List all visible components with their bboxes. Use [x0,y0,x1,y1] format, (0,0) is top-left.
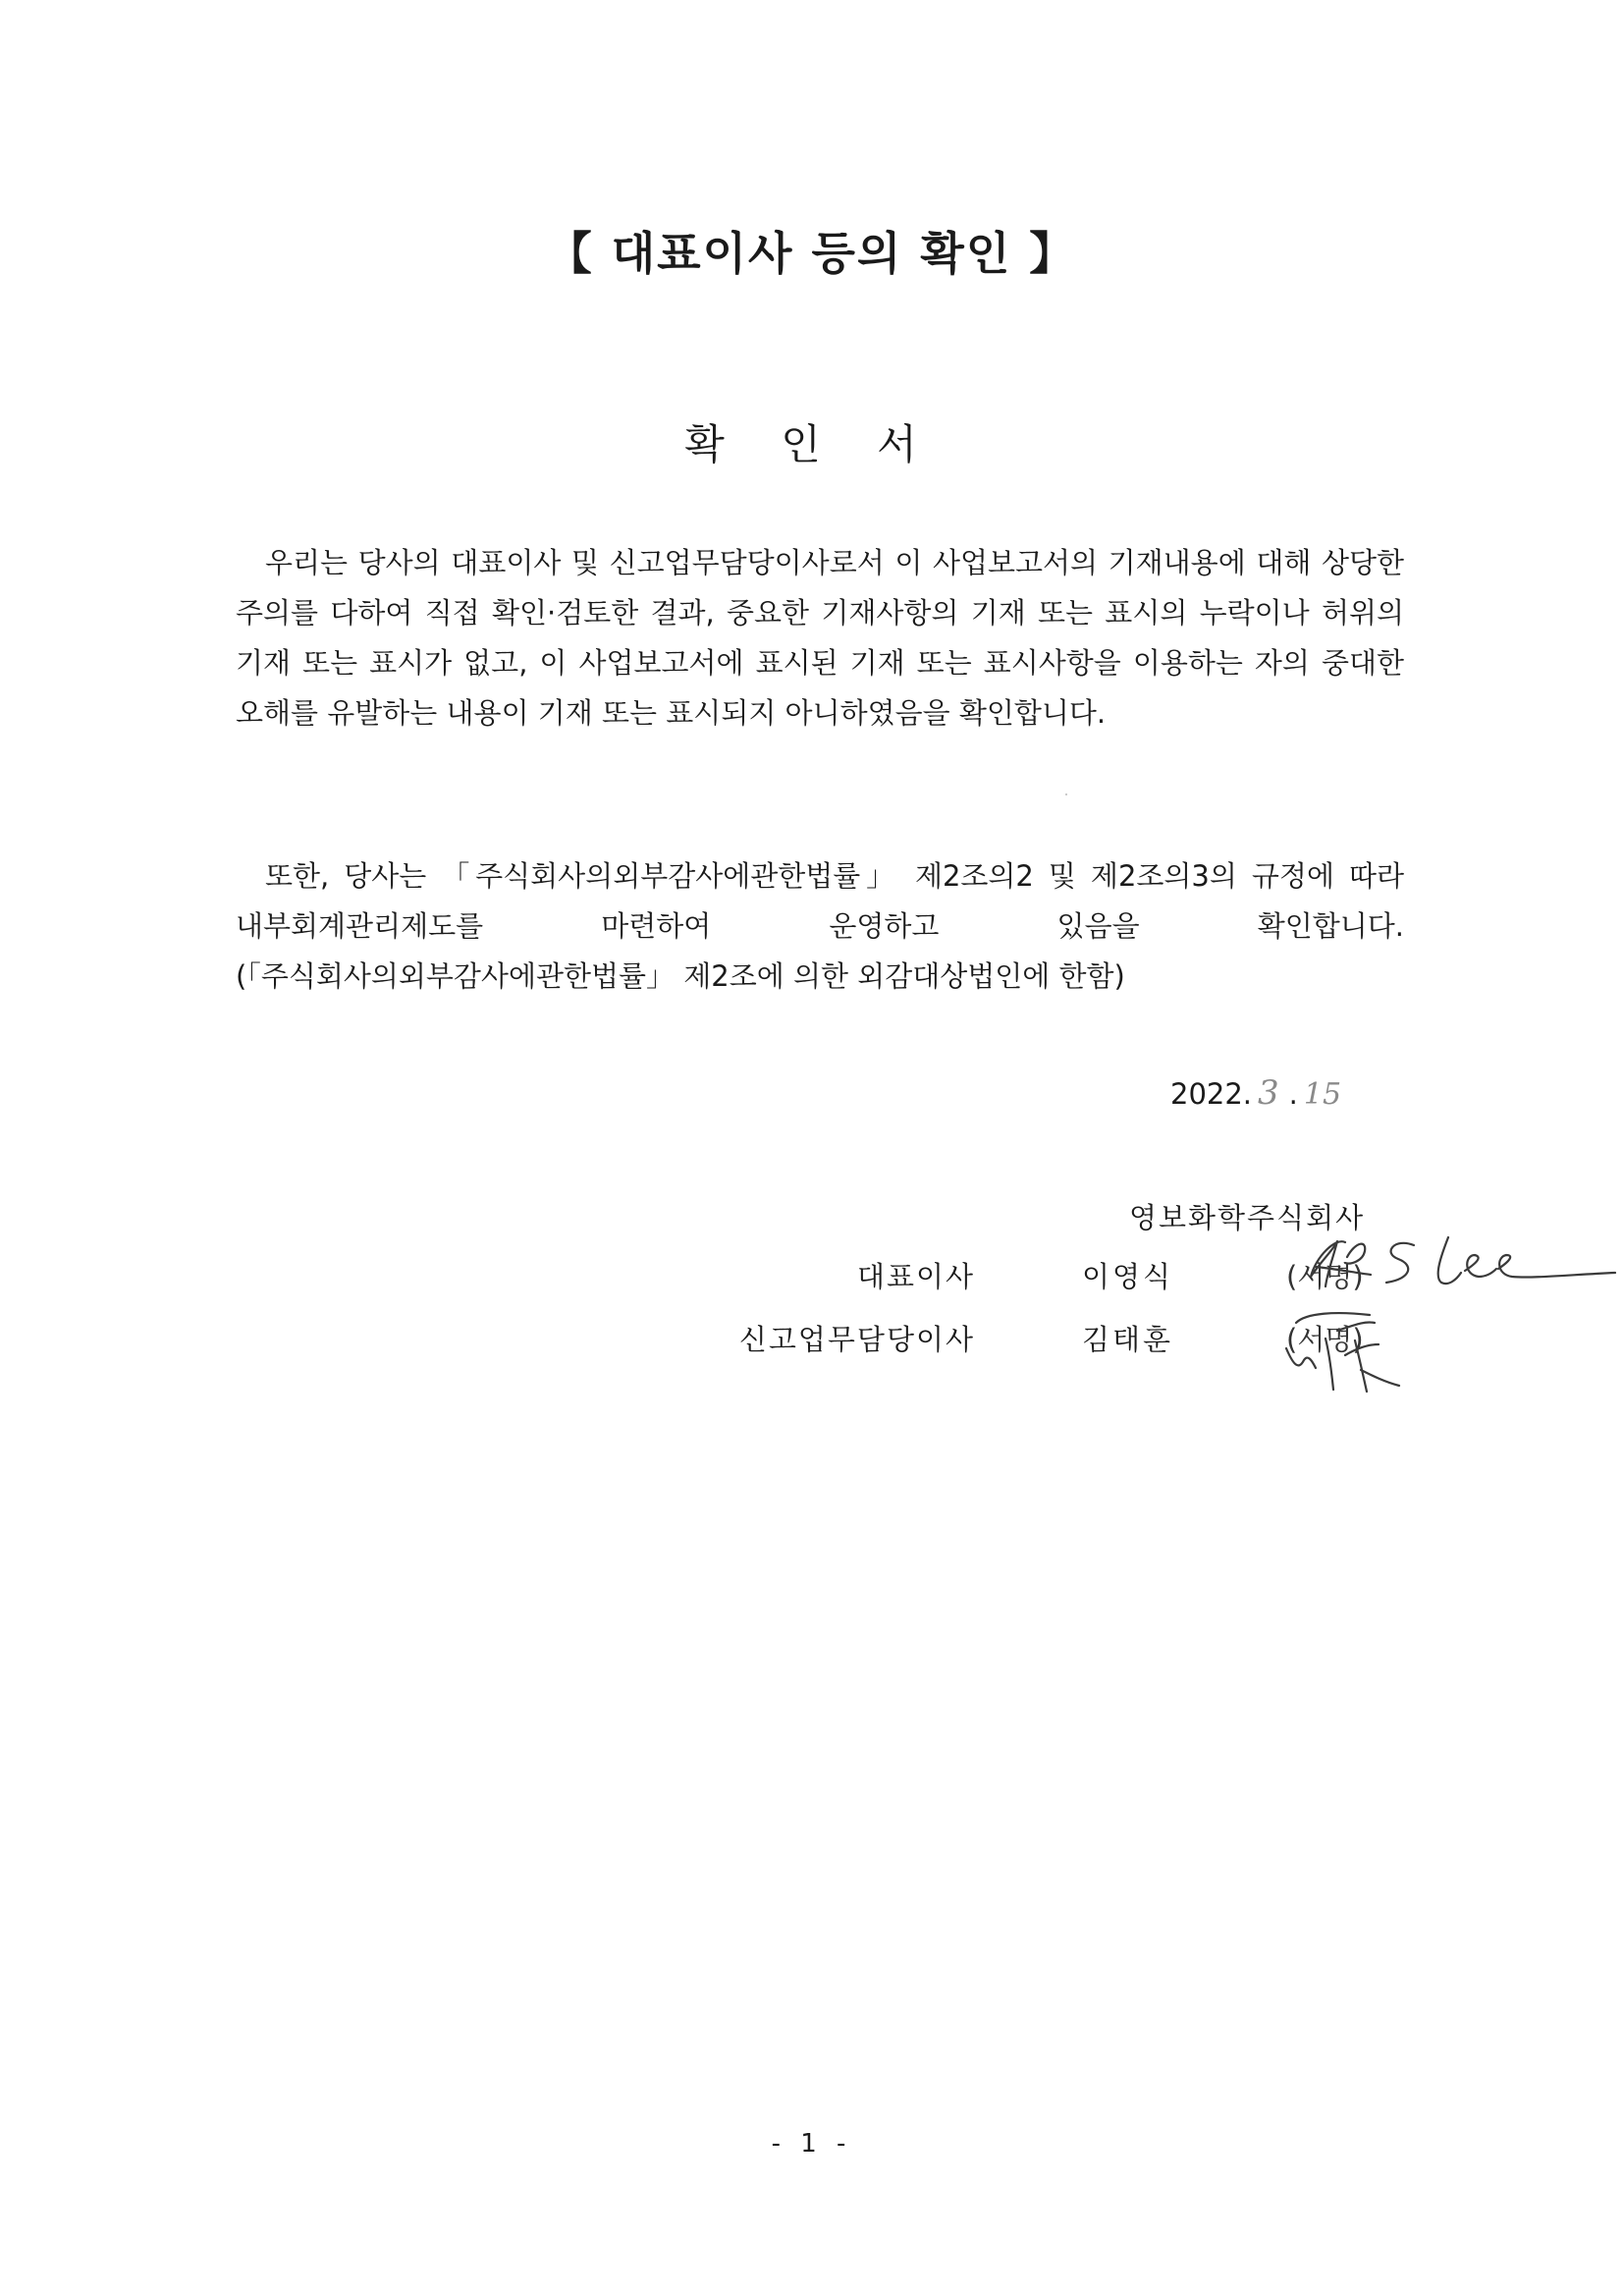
internal-control-paragraph [236,851,1404,1002]
date-line [1170,1073,1341,1113]
paragraph1-text: 우리는 당사의 대표이사 및 신고업무담당이사로서 이 사업보고서의 기재내용에 대해 상당한 주의를 다하여 직접 확인·검토한 결과, 중요한 기재사항의 기재 또는 표시의 누락이나 허위의 기재 또는 표시가 없고, 이 사업보고서에 표시된 기재 또는 표시사항을 이용하는 자의 중대한 오해를 유발하는 내용이 기재 또는 표시되지 아니하였음을 확인합니다. [236,546,1404,730]
signatory-role: 대표이사 [856,1260,975,1293]
date-separator: . [1288,1077,1298,1111]
signatory-name: 이영식 [1082,1260,1174,1293]
signatory-role: 신고업무담당이사 [738,1323,975,1356]
date-month-handwritten: 3 [1258,1073,1279,1113]
scan-speck [1065,793,1067,795]
document-title: 확 인 서 [684,420,939,468]
page-number: - 1 - [771,2129,852,2159]
signatory-row [0,1255,1623,1304]
signature-placeholder: (서명) [1286,1260,1364,1293]
date-day-handwritten: 15 [1303,1077,1342,1112]
signatory-name: 김태훈 [1082,1323,1174,1356]
signature-placeholder: (서명) [1286,1323,1364,1356]
company-name: 영보화학주식회사 [1129,1201,1366,1234]
signatory-row [0,1318,1623,1367]
confirmation-paragraph [236,538,1404,738]
paragraph2-text: 또한, 당사는 「주식회사의외부감사에관한법률」 제2조의2 및 제2조의3의 규정에 따라 내부회계관리제도를 마련하여 운영하고 있음을 확인합니다.(「주식회사의외부감사에관한법률」 제2조에 의한 외감대상법인에 한함) [236,859,1404,993]
date-year: 2022. [1170,1077,1253,1111]
document-heading: 【 대표이사 등의 확인 】 [546,227,1077,280]
